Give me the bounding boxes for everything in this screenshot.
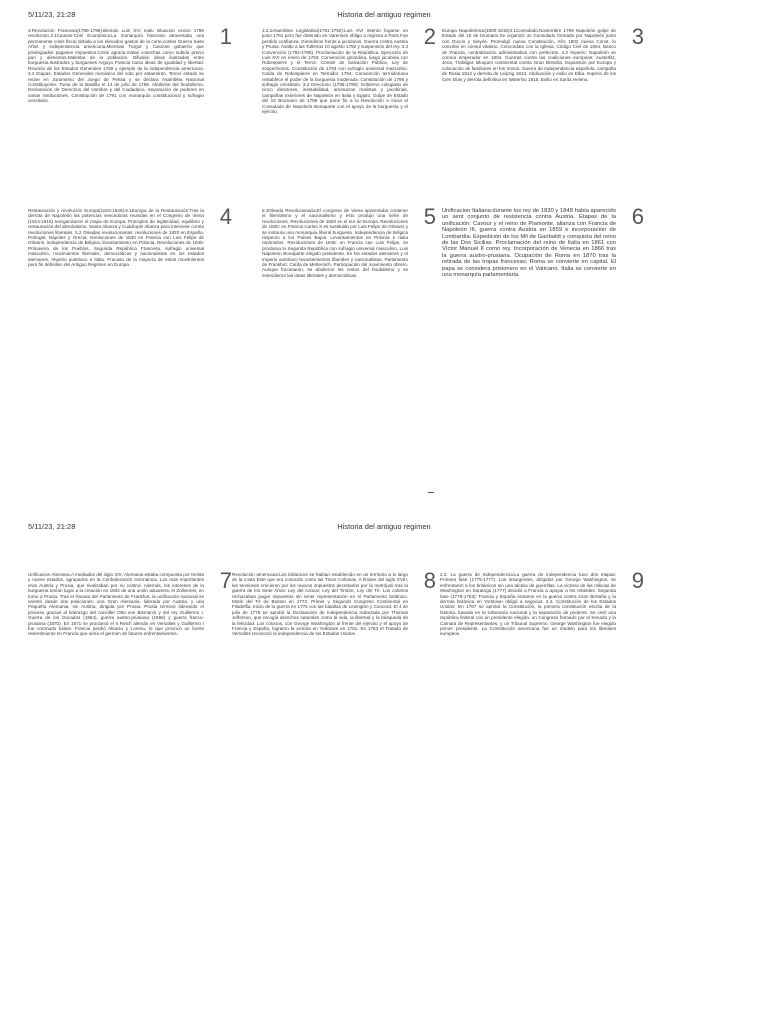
slide-number: 2 — [423, 28, 436, 49]
slide-text: 3.Revolucion Francesa(1789-1799).Bienalo Luis XVI malu situacion econo 1789 revolucion.3.1Causas-Crisi Económica:La monarquía francesa atravesaba una permanente crisis fiscal debida a los elevados gastos de la corte,costes Guerra Siete Años y independencia americana.Mientras Turgot y Calonne gobierno que privilegiados pagasen impuestos.Crisis agraria:malas cosechas como subida precio pan y alimentos.Malestar de la población. Difusión ideas ilustradas entre burguesía.Ilustrados y burgueses Arguyo Francia hacia ideas de igualdad y libertad. Reunión de los Estados Generales 1789 y ejemplo de la independencia americana. 3.2 Etapas: Estados Generales mecánica del voto por estamento. Tercer estado se reúne en Juramento del Juego de Pelota y se declara Asamblea Nacional Constituyente. Toma de la Bastilla el 14 de julio de 1789. Abolición del feudalismo, Declaración de Derechos del Hombre y del Ciudadano. Separación de poderes en varias instituciones. Constitución de 1791 con monarquía constitucional y sufragio censitario. — [28, 28, 204, 104]
slide-number: 3 — [631, 28, 644, 49]
slide-number: 1 — [219, 28, 232, 49]
slide-9 — [440, 572, 646, 752]
slide-2 — [262, 28, 438, 208]
slide-7 — [28, 572, 234, 752]
slide-text: Unificacion Alemana.A mediados del siglo XIX, Alemania estaba compuesta por treinta y nueve estados, agrupados en la Confederación Germánica. Los más importantes eran Austria y Prusia, que rivalizaban por su control. Además, los intereses de la burguesía tenían lugar a la creación en 1834 de una unión aduanera, el Zollverein, en torno a Prusia. Tras el fracaso del Parlamento de Frankfurt, la unificación nacional se orientó desde dos posiciones: una Gran Alemania, liderada por Austria, y una Pequeña Alemania, sin Austria, dirigida por Prusia. Prusia terminó liderando el proceso gracias al liderazgo del canciller Otto von Bismarck y del rey Guillermo I. Guerra de los Ducados (1864), guerra austro-prusiana (1866) y guerra franco-prusiana (1870). En 1871 se proclamó el II Reich alemán en Versalles y Guillermo I fue coronado káiser. Francia perdió Alsacia y Lorena, lo que provocó un fuerte resentimiento en Francia que sería el germen de futuros enfrentamientos. — [28, 572, 204, 637]
slide-6 — [442, 208, 646, 388]
slide-3 — [442, 28, 646, 208]
slide-text: Restauración y revolución Europa(1815-1848).5.1Europa de la Restauración:Tras la derrota de Napoleón las potencias vencedoras reunidas en el Congreso de Viena (1814-1815) reorganizaron el mapa de Europa. Principios de legitimidad, equilibrio y restauración del absolutismo. Santa Alianza y Cuádruple Alianza para intervenir contra revoluciones liberales. 5.2 Oleadas revolucionarias: revoluciones de 1820 en España, Portugal, Nápoles y Grecia; revoluciones de 1830 en Francia con Luis Felipe de Orleans, independencia de Bélgica, levantamiento en Polonia. Revoluciones de 1848: Primavera de los Pueblos, Segunda República Francesa, sufragio universal masculino, movimientos liberales, democráticos y nacionalistas en los estados alemanes, Imperio austriaco e Italia. Fracaso de la mayoría de estos movimientos pero fin definitivo del Antiguo Régimen en Europa. — [28, 208, 204, 268]
page-separator-mark — [428, 492, 434, 493]
slide-number: 4 — [219, 208, 232, 229]
print-date: 5/11/23, 21:28 — [28, 10, 76, 19]
slide-4 — [28, 208, 234, 388]
slide-text: Unificacion Italiana:durante los rey de 1830 y 1848 habia aparecido un sent conjunto de resistencia contra Austria. Etapas de la unificación: Cavour y el reino de Piamonte, alianza con Francia de Napoleón III, guerra contra Austria en 1859 e incorporación de Lombardía. Expedición de los Mil de Garibaldi y conquista del reino de las Dos Sicilias. Proclamación del reino de Italia en 1861 con Víctor Manuel II como rey. Incorporación de Venecia en 1866 tras la guerra austro-prusiana. Ocupación de Roma en 1870 tras la retirada de las tropas francesas; Roma se convierte en capital. El papa se considera prisionero en el Vaticano. Italia se convierte en una monarquía parlamentaria. — [442, 208, 616, 279]
page-header — [28, 522, 740, 534]
slide-text: 3.2.2Asamblea Legislativa(1791-1792):Luis XVI intento fugarse en junio 1791 pero fue detenido en Varennes obligo a regresa a Paris.Fue perdido confianza. Girondinos frente a jacobinos. Guerra contra Austria y Prusia. Asalto a las Tullerías 10 agosto 1792 y suspensión del rey. 3.3 Convención (1792-1795): Proclamación de la República. Ejecución de Luis XVI en enero de 1793. Convención girondina, luego jacobina con Robespierre y el Terror. Comité de Salvación Pública, Ley de sospechosos, Constitución de 1793 con sufragio universal masculino. Caída de Robespierre en Termidor 1794. Convención termidoriana restablece el poder de la burguesía moderada. Constitución de 1795 y sufragio censitario. 3.4 Directorio (1795-1799): Gobierno colegiado de cinco directores, inestabilidad, amenazas realistas y jacobinas, campañas exteriores de Napoleón en Italia y Egipto. Golpe de Estado del 18 Brumario de 1799 que pone fin a la Revolución e inicia el Consulado de Napoleón Bonaparte con el apoyo de la burguesía y el ejército. — [262, 28, 408, 115]
document-title: Historia del antiguo regimen — [337, 10, 431, 19]
slide-8 — [232, 572, 438, 752]
slide-text: 2.3. La guerra de Independencia:La guerra de independencia tuvo dos etapas: Primera fase (1775-1777). Los insurgentes, dirigidos por George Washington, se enfrentaron a los británicos sin una táctica de guerrillas. La victoria de las milicias de Washington en Saratoga (1777) decidió a Francia a apoyar a los rebeldes. Segunda fase (1778-1783): Francia y España entraron en la guerra contra Gran Bretaña y la derrota británica en Yorktown obligó a negociar. 2.4. Constitución de los Estados Unidos: En 1787 se aprobó la Constitución, la primera constitución escrita de la historia, basada en la soberanía nacional y la separación de poderes. Se creó una república federal con un presidente elegido, un Congreso formado por el Senado y la Cámara de Representantes, y un Tribunal Supremo. George Washington fue elegido primer presidente. La Constitución americana fue un modelo para los liberales europeos. — [440, 572, 616, 637]
slide-text: Revolución americana:Los británicos se habían establecido en un territorio a lo largo de la costa Este que era conocido como las Trece Colonias. A finales del siglo XVIII, las tensiones crecieron por los nuevos impuestos decretados por la metrópoli tras la guerra de los Siete Años: Ley del Azúcar, Ley del Timbre, Ley del Té. Los colonos rechazaban pagar impuestos sin tener representación en el Parlamento británico. Motín del Té de Boston en 1773. Primer y Segundo Congreso Continental en Filadelfia. Inicio de la guerra en 1775 con las batallas de Lexington y Concord. El 4 de julio de 1776 se aprobó la Declaración de Independencia redactada por Thomas Jefferson, que recogía derechos naturales como la vida, la libertad y la búsqueda de la felicidad. Los colonos, con George Washington al frente del ejército y el apoyo de Francia y España, lograron la victoria en Yorktown en 1781. En 1783 el Tratado de Versalles reconoció la independencia de los Estados Unidos. — [232, 572, 408, 637]
slide-text: 5.3Oleada Revolucionaria:El congreso de Viena aparentaba contener el liberalismo y el nacionalismo y esto produjo una serie de revoluciones. Revoluciones de 1820 en el sur de Europa. Revoluciones de 1830: en Francia Carlos X es sustituido por Luis Felipe de Orleans y se instaura una monarquía liberal burguesa. Independencia de Bélgica respecto a los Países Bajos. Levantamientos en Polonia e Italia reprimidos. Revoluciones de 1848: en Francia cae Luis Felipe, se proclama la Segunda República con sufragio universal masculino, Luis Napoleón Bonaparte elegido presidente. En los estados alemanes y el Imperio austriaco levantamientos liberales y nacionalistas, Parlamento de Frankfurt. Caída de Metternich. Participación del movimiento obrero. Aunque fracasaron, se abolieron los restos del feudalismo y se extendieron las ideas liberales y democráticas. — [262, 208, 408, 278]
slide-1 — [28, 28, 234, 208]
slide-number: 7 — [219, 572, 232, 593]
page-header — [28, 10, 740, 22]
document-page-2 — [0, 512, 768, 1024]
slide-text: Europa Napoleónica(1800-1815)4.1Consulado.Noviembre 1799 Napoleón golpe de Estado del 18 de brumario.Se organizó un Consulado formado por Napoleón junto con Ducos y Sieyès. Promulgó nueva Constitución, Año 1802 nueva Const. lo convirtió en cónsul vitalicio. Concordato con la Iglesia, Código Civil de 1804, Banco de Francia, centralización administrativa con prefectos. 4.2 Imperio: Napoleón se corona emperador en 1804. Guerras contra las coaliciones europeas: Austerlitz, Jena, Trafalgar. Bloqueo continental contra Gran Bretaña. Expansión por Europa y colocación de familiares en los tronos. Guerra de Independencia española, campaña de Rusia 1812 y derrota de Leipzig 1813. Abdicación y exilio en Elba. Imperio de los Cien Días y derrota definitiva en Waterloo 1815. Exilio en Santa Helena. — [442, 28, 616, 82]
slide-number: 5 — [423, 208, 436, 229]
slide-number: 9 — [631, 572, 644, 593]
slide-number: 6 — [631, 208, 644, 229]
document-title: Historia del antiguo regimen — [337, 522, 431, 531]
print-date: 5/11/23, 21:28 — [28, 522, 76, 531]
slide-number: 8 — [423, 572, 436, 593]
slide-5 — [262, 208, 438, 388]
